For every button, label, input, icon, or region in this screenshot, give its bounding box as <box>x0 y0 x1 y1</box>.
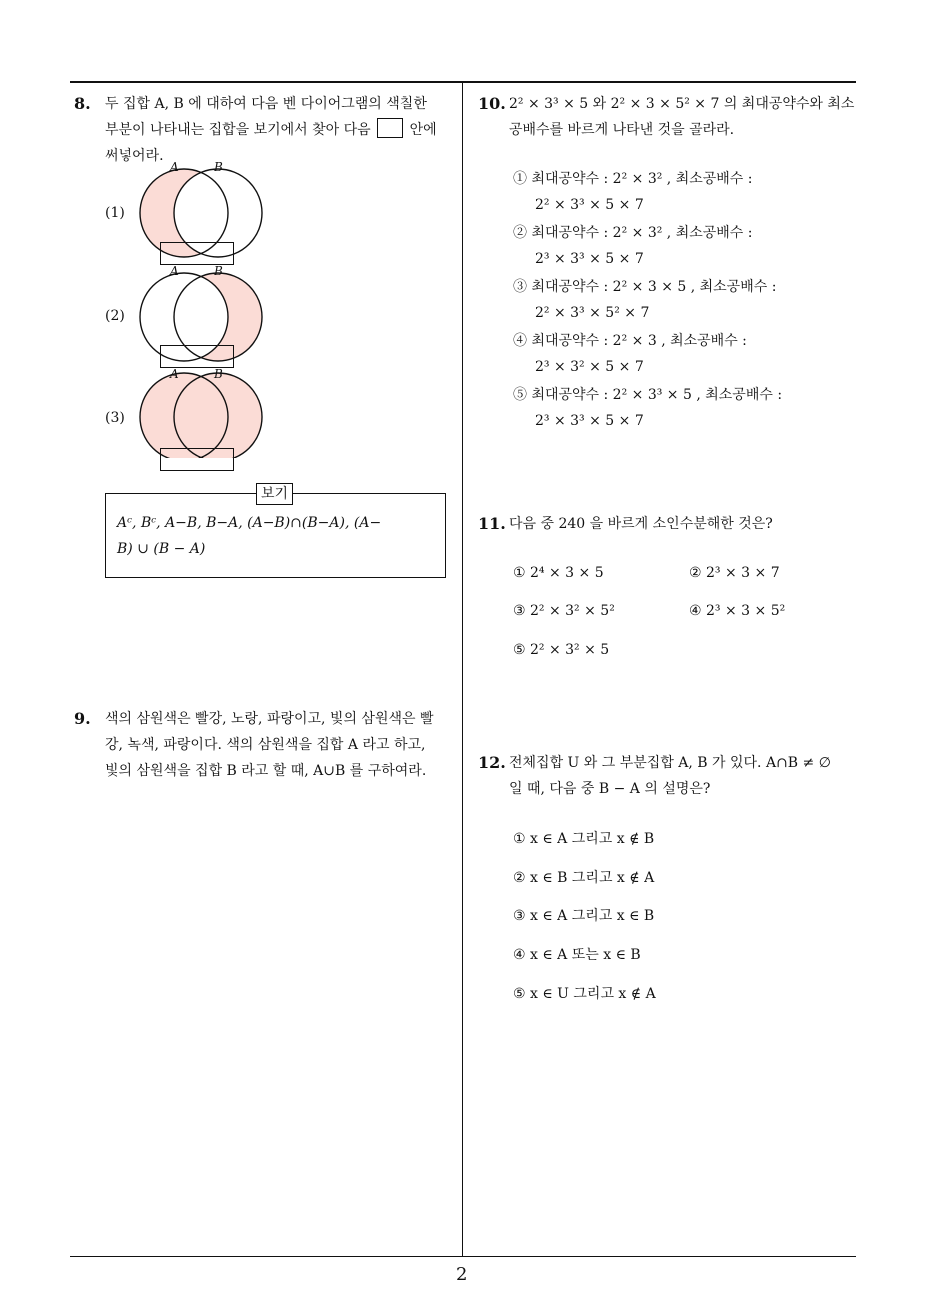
sub-question-label: (2) <box>105 308 125 324</box>
choice-4[interactable] <box>513 328 747 380</box>
question-line <box>105 117 457 143</box>
choice-3[interactable]: ③ 2² × 3² × 5² <box>513 603 615 619</box>
question-line: 빛의 삼원색을 집합 B 라고 할 때, A∪B 를 구하여라. <box>105 763 427 779</box>
bogi-title: 보기 <box>256 483 293 505</box>
venn-label-a: A <box>170 367 179 381</box>
column-divider <box>462 83 463 1257</box>
question-number: 8. <box>74 94 91 113</box>
venn-3 <box>140 373 262 458</box>
choice-4[interactable]: ④ 2³ × 3 × 5² <box>689 603 786 619</box>
choice-line: ③ 최대공약수 : 2² × 3 × 5 , 최소공배수 : <box>513 279 777 295</box>
question-text <box>509 750 861 802</box>
venn-diagrams <box>130 158 270 458</box>
choice-line: 2³ × 3² × 5 × 7 <box>535 359 644 375</box>
sub-question-label: (3) <box>105 410 125 426</box>
choice-3[interactable]: ③ x ∈ A 그리고 x ∈ B <box>513 908 655 924</box>
choice-line: ① 최대공약수 : 2² × 3² , 최소공배수 : <box>513 171 753 187</box>
answer-box[interactable] <box>160 448 234 471</box>
question-number: 9. <box>74 709 91 728</box>
question-line: 강, 녹색, 파랑이다. 색의 삼원색을 집합 A 라고 하고, <box>105 737 426 753</box>
choice-2[interactable] <box>513 220 753 272</box>
bottom-rule <box>70 1256 856 1257</box>
sub-question-label: (1) <box>105 205 125 221</box>
choice-2[interactable]: ② 2³ × 3 × 7 <box>689 565 780 581</box>
choice-5[interactable]: ⑤ x ∈ U 그리고 x ∉ A <box>513 986 656 1002</box>
question-line: 일 때, 다음 중 B − A 의 설명은? <box>509 781 711 797</box>
question-number: 10. <box>478 94 506 113</box>
question-text: 다음 중 240 을 바르게 소인수분해한 것은? <box>509 516 773 532</box>
question-line: 전체집합 U 와 그 부분집합 A, B 가 있다. A∩B ≠ ∅ <box>509 755 831 771</box>
question-line: 두 집합 A, B 에 대하여 다음 벤 다이어그램의 색칠한 <box>105 96 427 112</box>
venn-label-b: B <box>214 367 223 381</box>
choice-line: 2³ × 3³ × 5 × 7 <box>535 413 644 429</box>
venn-label-b: B <box>214 264 223 278</box>
question-line: 써넣어라. <box>105 148 164 164</box>
choice-line: 2² × 3³ × 5 × 7 <box>535 197 644 213</box>
bogi-text <box>117 510 439 562</box>
blank-box <box>377 118 403 138</box>
choice-1[interactable]: ① 2⁴ × 3 × 5 <box>513 565 604 581</box>
choice-line: ⑤ 최대공약수 : 2² × 3³ × 5 , 최소공배수 : <box>513 387 783 403</box>
bogi-line: B) ∪ (B − A) <box>117 541 206 557</box>
question-line-part: 부분이 나타내는 집합을 보기에서 찾아 다음 <box>105 122 371 138</box>
question-line: 2² × 3³ × 5 와 2² × 3 × 5² × 7 의 최대공약수와 최소 <box>509 96 855 112</box>
choice-line: 2³ × 3³ × 5 × 7 <box>535 251 644 267</box>
choice-line: ② 최대공약수 : 2² × 3² , 최소공배수 : <box>513 225 753 241</box>
venn-label-a: A <box>170 160 179 174</box>
question-text <box>509 91 861 143</box>
choice-line: ④ 최대공약수 : 2² × 3 , 최소공배수 : <box>513 333 747 349</box>
question-text <box>105 706 457 784</box>
question-line: 공배수를 바르게 나타낸 것을 골라라. <box>509 122 735 138</box>
page-number: 2 <box>456 1264 468 1285</box>
answer-box[interactable] <box>160 242 234 265</box>
question-line: 색의 삼원색은 빨강, 노랑, 파랑이고, 빛의 삼원색은 빨 <box>105 711 434 727</box>
venn-label-a: A <box>170 264 179 278</box>
choice-3[interactable] <box>513 274 776 326</box>
choice-2[interactable]: ② x ∈ B 그리고 x ∉ A <box>513 870 655 886</box>
question-line-part: 안에 <box>409 122 437 138</box>
choice-line: 2² × 3³ × 5² × 7 <box>535 305 650 321</box>
answer-box[interactable] <box>160 345 234 368</box>
question-number: 12. <box>478 753 506 772</box>
choice-4[interactable]: ④ x ∈ A 또는 x ∈ B <box>513 947 641 963</box>
question-number: 11. <box>478 514 506 533</box>
choice-5[interactable] <box>513 382 782 434</box>
top-rule <box>70 81 856 83</box>
choice-5[interactable]: ⑤ 2² × 3² × 5 <box>513 642 610 658</box>
choice-1[interactable]: ① x ∈ A 그리고 x ∉ B <box>513 831 655 847</box>
venn-label-b: B <box>214 160 223 174</box>
bogi-line: Aᶜ, Bᶜ, A−B, B−A, (A−B)∩(B−A), (A− <box>117 515 382 531</box>
choice-1[interactable] <box>513 166 753 218</box>
